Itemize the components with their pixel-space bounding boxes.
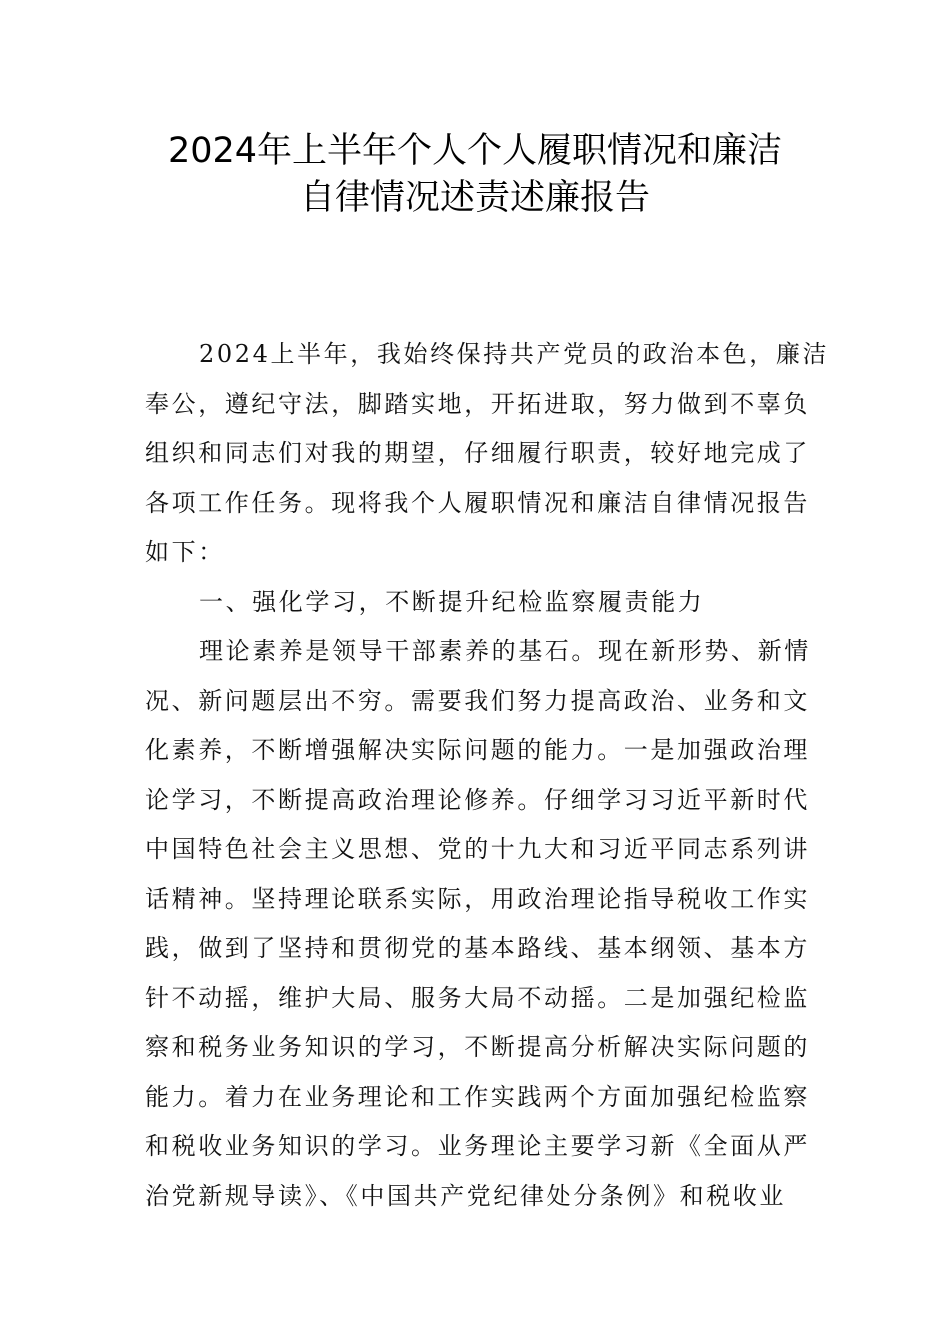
document-title — [140, 128, 810, 222]
document-body — [145, 330, 830, 1221]
paragraph-line: 践，做到了坚持和贯彻党的基本路线、基本纲领、基本方 — [145, 934, 810, 962]
paragraph-line: 中国特色社会主义思想、党的十九大和习近平同志系列讲 — [145, 835, 810, 863]
paragraph-line: 理论素养是领导干部素养的基石。现在新形势、新情 — [199, 637, 811, 665]
paragraph-line: 针不动摇，维护大局、服务大局不动摇。二是加强纪检监 — [145, 983, 810, 1012]
section-heading: 一、强化学习，不断提升纪检监察履责能力 — [199, 587, 705, 616]
paragraph-line: 论学习，不断提高政治理论修养。仔细学习习近平新时代 — [145, 785, 810, 814]
paragraph-line: 2024上半年，我始终保持共产党员的政治本色，廉洁 — [199, 340, 830, 368]
paragraph-line: 和税收业务知识的学习。业务理论主要学习新《全面从严 — [145, 1132, 810, 1160]
paragraph-line: 况、新问题层出不穷。需要我们努力提高政治、业务和文 — [145, 686, 810, 715]
paragraph-line: 如下： — [145, 538, 225, 566]
paragraph-line: 化素养，不断增强解决实际问题的能力。一是加强政治理 — [145, 736, 810, 764]
paragraph-line: 组织和同志们对我的期望，仔细履行职责，较好地完成了 — [145, 439, 810, 467]
paragraph-line: 各项工作任务。现将我个人履职情况和廉洁自律情况报告 — [145, 488, 810, 517]
title-line-1: 2024年上半年个人个人履职情况和廉洁 — [167, 131, 783, 171]
paragraph-line: 奉公，遵纪守法，脚踏实地，开拓进取，努力做到不辜负 — [145, 389, 810, 418]
title-line-2: 自律情况述责述廉报告 — [299, 178, 650, 218]
paragraph-line: 治党新规导读》、《中国共产党纪律处分条例》和税收业 — [145, 1181, 786, 1210]
paragraph-line: 察和税务业务知识的学习，不断提高分析解决实际问题的 — [145, 1033, 810, 1061]
paragraph-line: 话精神。坚持理论联系实际，用政治理论指导税收工作实 — [145, 884, 810, 913]
paragraph-line: 能力。着力在业务理论和工作实践两个方面加强纪检监察 — [145, 1082, 810, 1111]
